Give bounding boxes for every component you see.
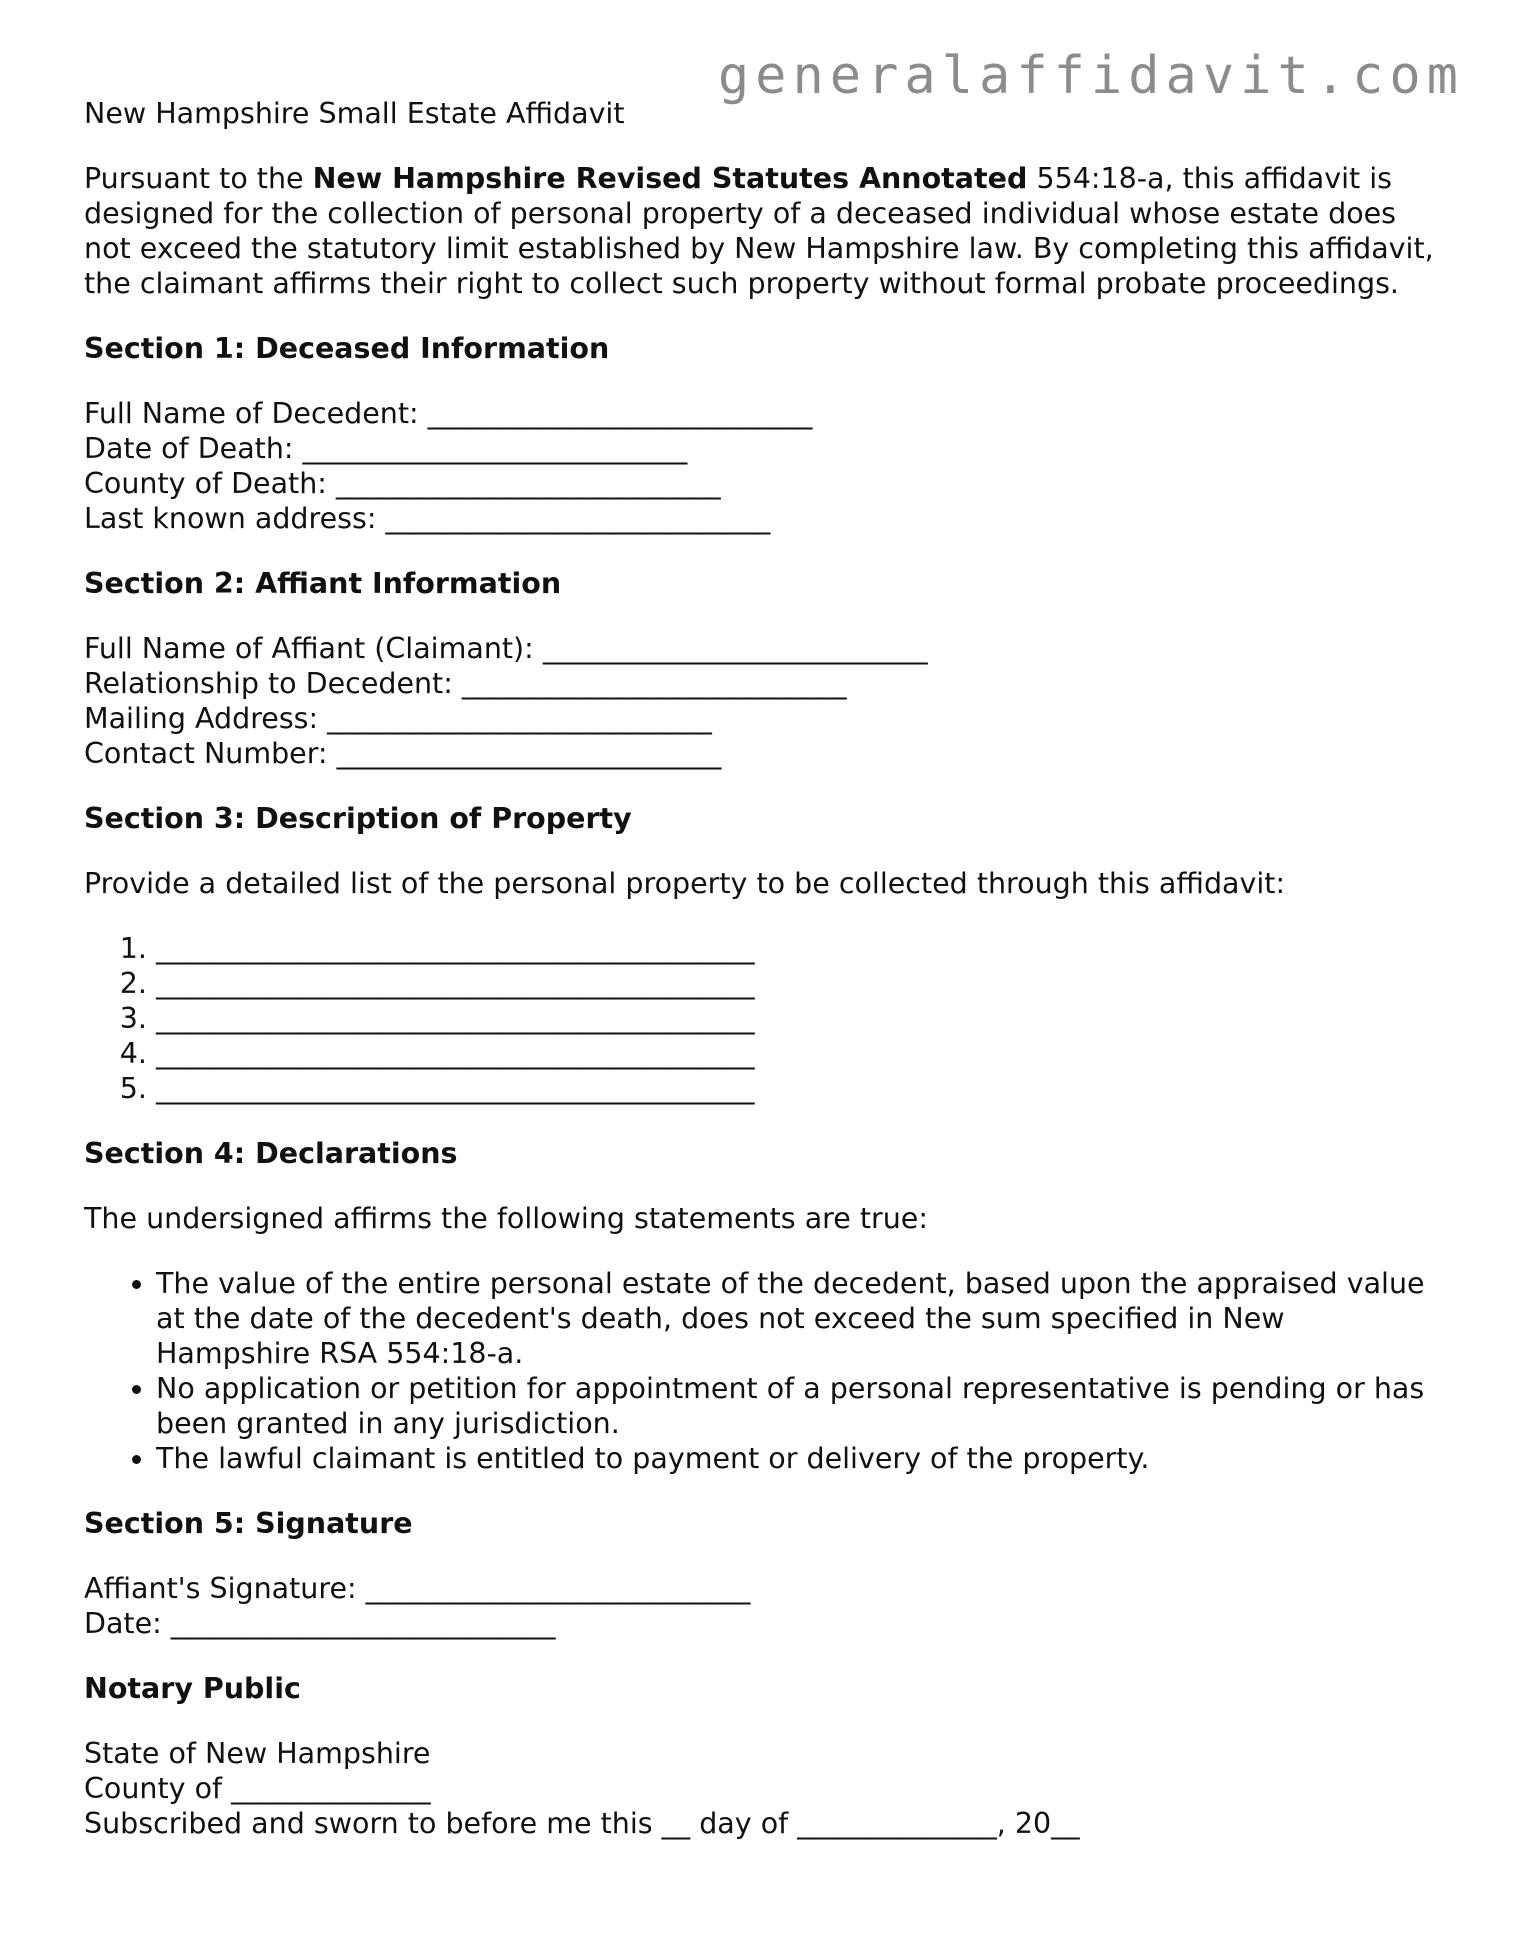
- intro-statute-name: New Hampshire Revised Statutes Annotated: [312, 162, 1028, 195]
- declaration-item: • The lawful claimant is entitled to payment or delivery of the property.: [156, 1441, 1444, 1476]
- declarations-list: [84, 1266, 1444, 1476]
- property-item-5[interactable]: 5. __________________________________________: [156, 1071, 1444, 1106]
- section-5-heading: Section 5: Signature: [84, 1507, 413, 1540]
- affidavit-document: [84, 96, 1444, 1841]
- property-item-3[interactable]: 3. __________________________________________: [156, 1001, 1444, 1036]
- notary-block: [84, 1736, 1444, 1841]
- declarations-intro: The undersigned affirms the following statements are true:: [84, 1202, 928, 1235]
- property-list: [84, 931, 1444, 1106]
- section-1-fields: [84, 396, 1444, 536]
- decedent-name-field[interactable]: Full Name of Decedent: ___________________________: [84, 397, 813, 430]
- document-title: New Hampshire Small Estate Affidavit: [84, 97, 625, 130]
- contact-number-field[interactable]: Contact Number: ___________________________: [84, 737, 722, 770]
- notary-heading: Notary Public: [84, 1672, 301, 1705]
- affiant-name-field[interactable]: Full Name of Affiant (Claimant): ___________________________: [84, 632, 928, 665]
- affiant-signature-field[interactable]: Affiant's Signature: ___________________________: [84, 1572, 751, 1605]
- property-item-1[interactable]: 1. __________________________________________: [156, 931, 1444, 966]
- signature-date-field[interactable]: Date: ___________________________: [84, 1607, 556, 1640]
- section-5-fields: [84, 1571, 1444, 1641]
- intro-paragraph: [84, 161, 1444, 301]
- mailing-address-field[interactable]: Mailing Address: ___________________________: [84, 702, 712, 735]
- declaration-item: • The value of the entire personal estate of the decedent, based upon the appraised value at the date of the decedent's death, does not exceed the sum specified in New Hampshire RSA 554:18-a.: [156, 1266, 1444, 1371]
- section-4-heading: Section 4: Declarations: [84, 1137, 458, 1170]
- intro-text-after: 554:18-a, this affidavit is designed for the collection of personal property of a deceased individual whose estate does not exceed the statutory limit established by New Hampshire law. By completing this affidavit, the claimant affirms their right to collect such property without formal probate proceedings.: [84, 162, 1434, 300]
- intro-text-before: Pursuant to the: [84, 162, 313, 195]
- property-item-2[interactable]: 2. __________________________________________: [156, 966, 1444, 1001]
- watermark-text: generalaffidavit.com: [717, 46, 1464, 106]
- notary-sworn-field[interactable]: Subscribed and sworn to before me this __ day of ______________, 20__: [84, 1807, 1080, 1840]
- section-2-fields: [84, 631, 1444, 771]
- relationship-field[interactable]: Relationship to Decedent: ___________________________: [84, 667, 847, 700]
- last-known-address-field[interactable]: Last known address: ___________________________: [84, 502, 771, 535]
- notary-county-field[interactable]: County of ______________: [84, 1772, 431, 1805]
- property-item-4[interactable]: 4. __________________________________________: [156, 1036, 1444, 1071]
- section-1-heading: Section 1: Deceased Information: [84, 332, 610, 365]
- declaration-item: • No application or petition for appointment of a personal representative is pending or has been granted in any jurisdiction.: [156, 1371, 1444, 1441]
- date-of-death-field[interactable]: Date of Death: ___________________________: [84, 432, 688, 465]
- section-2-heading: Section 2: Affiant Information: [84, 567, 562, 600]
- section-3-heading: Section 3: Description of Property: [84, 802, 632, 835]
- notary-state-line: State of New Hampshire: [84, 1737, 431, 1770]
- county-of-death-field[interactable]: County of Death: ___________________________: [84, 467, 721, 500]
- property-instruction: Provide a detailed list of the personal property to be collected through this affidavit:: [84, 867, 1286, 900]
